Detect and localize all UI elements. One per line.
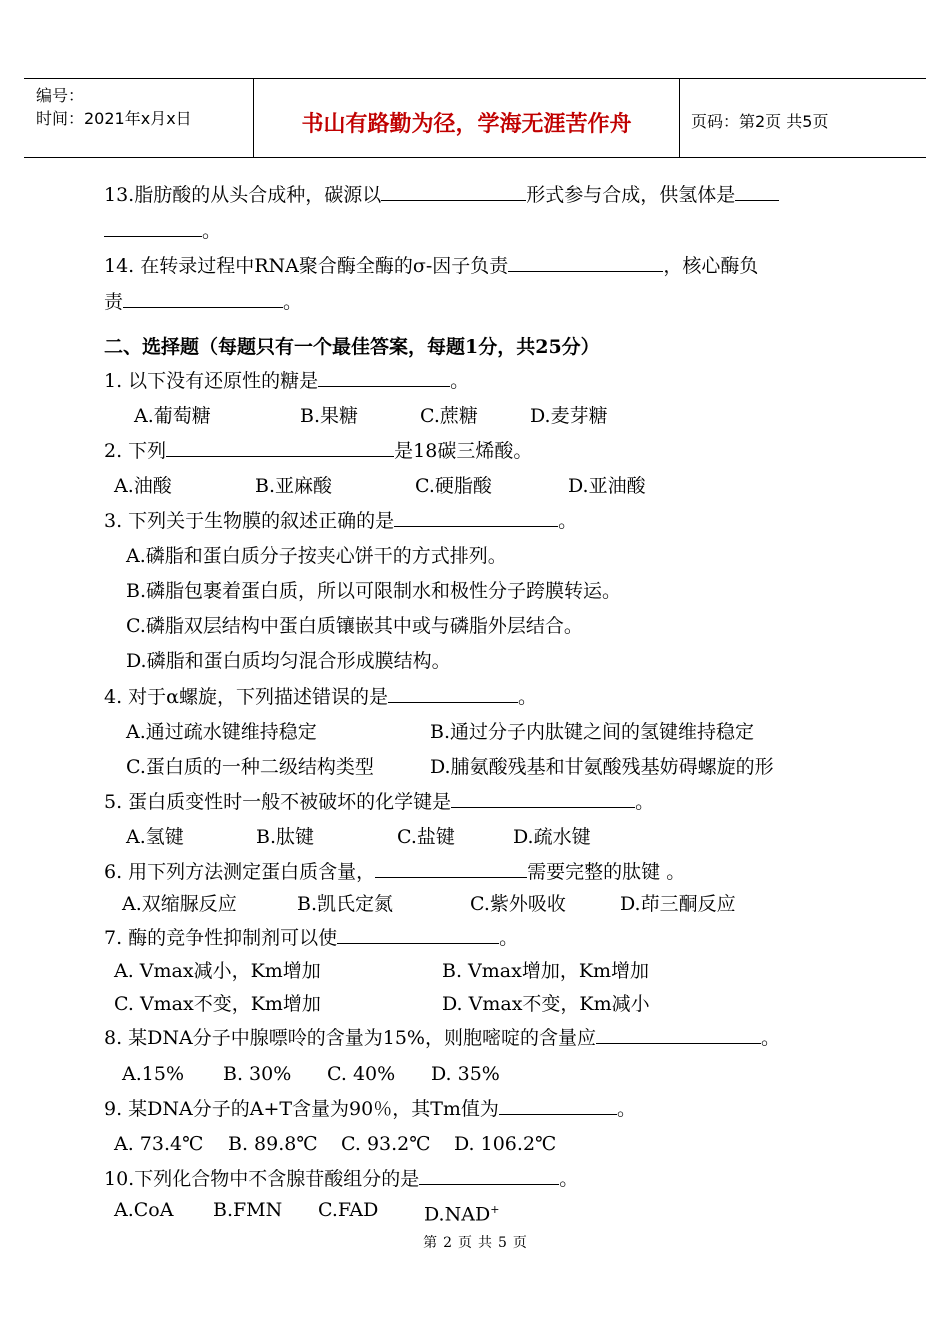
page-info: 页码：第2页 共5页 [691,112,829,131]
option: C.FAD [318,1199,379,1221]
header-motto-cell [253,79,680,157]
question-stem [104,368,469,394]
option: D. 35% [431,1063,500,1085]
option: D. 106.2℃ [454,1133,557,1155]
stem-end: 。 [635,791,655,813]
answer-blank [123,289,283,308]
footer-total-pages: 5 [498,1235,507,1251]
option: A.氢键 [126,826,184,848]
option: C.紫外吸收 [470,893,566,915]
option: D.麦芽糖 [530,405,608,427]
answer-blank [375,859,527,878]
stem-text: 5. 蛋白质变性时一般不被破坏的化学键是 [104,791,452,813]
option: C. 93.2℃ [341,1133,431,1155]
option: B. Vmax增加，Km增加 [442,960,650,982]
footer-text: 页 [458,1235,472,1251]
page-footer [0,1232,950,1252]
option: B. 89.8℃ [228,1133,318,1155]
answer-blank [381,182,526,201]
option: D.亚油酸 [568,475,646,497]
time-label: 时间：2021年x月x日 [36,109,192,128]
question-13-line2 [104,218,221,244]
option: A.磷脂和蛋白质分子按夹心饼干的方式排列。 [126,545,507,567]
option: A.葡萄糖 [134,405,211,427]
stem-text: 2. 下列 [104,440,167,462]
stem-end: 需要完整的肽键 。 [527,861,686,883]
footer-text: 第 [423,1235,438,1251]
q13-text-a: 13.脂肪酸的从头合成种，碳源以 [104,184,382,206]
option: B.FMN [213,1199,283,1221]
answer-blank [451,789,635,808]
answer-blank [508,253,663,272]
answer-blank [104,218,202,237]
option: B.凯氏定氮 [297,893,394,915]
section-title: 二、选择题（每题只有一个最佳答案，每题1分，共25分） [104,336,600,358]
stem-text: 7. 酶的竞争性抑制剂可以使 [104,927,338,949]
stem-text: 3. 下列关于生物膜的叙述正确的是 [104,510,395,532]
question-stem [104,684,537,710]
question-13-line1 [104,182,779,208]
option: B.通过分子内肽键之间的氢键维持稳定 [430,721,755,743]
option: C.蛋白质的一种二级结构类型 [126,756,374,778]
question-stem [104,438,532,464]
option: C.盐键 [397,826,455,848]
stem-text: 10.下列化合物中不含腺苷酸组分的是 [104,1168,420,1190]
option: B.肽键 [256,826,315,848]
number-label: 编号： [36,86,85,105]
stem-end: 。 [518,686,538,708]
option: C. 40% [327,1063,396,1085]
answer-blank [388,684,518,703]
stem-text: 4. 对于α螺旋，下列描述错误的是 [104,686,388,708]
stem-text: 8. 某DNA分子中腺嘌呤的含量为15%，则胞嘧啶的含量应 [104,1027,596,1049]
question-stem [104,1166,578,1192]
option: C.蔗糖 [420,405,478,427]
question-stem [104,1025,780,1051]
stem-text: 9. 某DNA分子的A+T含量为90％，其Tm值为 [104,1098,499,1120]
question-stem [104,859,685,885]
stem-text: 1. 以下没有还原性的糖是 [104,370,319,392]
option: D.脯氨酸残基和甘氨酸残基妨碍螺旋的形 [430,756,774,778]
option: A. 73.4℃ [114,1133,204,1155]
footer-text: 共 [478,1235,492,1251]
option: A.15% [122,1063,184,1085]
option: B.果糖 [300,405,359,427]
answer-blank [394,508,558,527]
q13-text-c: 。 [202,220,222,242]
option: B. 30% [223,1063,292,1085]
question-14-line1 [104,253,758,279]
stem-end: 是18碳三烯酸。 [394,440,533,462]
stem-end: 。 [450,370,470,392]
option: A.CoA [114,1199,174,1221]
question-stem [104,1096,636,1122]
option [424,1197,499,1227]
question-stem [104,789,654,815]
q13-text-b: 形式参与合成，供氢体是 [526,184,736,206]
stem-text: 6. 用下列方法测定蛋白质含量， [104,861,376,883]
motto: 书山有路勤为径，学海无涯苦作舟 [301,112,632,137]
stem-end: 。 [558,510,578,532]
answer-blank [499,1096,617,1115]
option: B.磷脂包裹着蛋白质，所以可限制水和极性分子跨膜转运。 [126,580,622,602]
q14-text-b: ，核心酶负 [663,255,759,277]
option: A.通过疏水键维持稳定 [126,721,317,743]
answer-blank [318,368,450,387]
option: C.硬脂酸 [415,475,492,497]
option: D.磷脂和蛋白质均匀混合形成膜结构。 [126,650,451,672]
superscript-plus: + [490,1203,500,1216]
answer-blank [596,1025,761,1044]
answer-blank [337,925,499,944]
option-text: D.NAD [424,1203,491,1226]
q14-text-c: 责 [104,291,124,313]
answer-blank [419,1166,559,1185]
stem-end: 。 [760,1027,780,1049]
option: A. Vmax减小，Km增加 [114,960,321,982]
option: B.亚麻酸 [255,475,333,497]
option: D.茚三酮反应 [620,893,736,915]
stem-end: 。 [616,1098,636,1120]
footer-page-number: 2 [443,1235,452,1251]
q14-text-a: 14. 在转录过程中RNA聚合酶全酶的σ-因子负责 [104,255,509,277]
option: C. Vmax不变，Km增加 [114,993,321,1015]
option: C.磷脂双层结构中蛋白质镶嵌其中或与磷脂外层结合。 [126,615,583,637]
option: D. Vmax不变，Km减小 [442,993,650,1015]
page-header [24,78,926,158]
answer-blank [166,438,394,457]
question-14-line2 [104,289,302,315]
header-meta [24,79,253,157]
header-page-cell [679,79,926,157]
question-stem [104,925,518,951]
option: D.疏水键 [513,826,591,848]
stem-end: 。 [559,1168,579,1190]
footer-text: 页 [512,1235,527,1251]
q14-text-d: 。 [283,291,303,313]
option: A.油酸 [114,475,172,497]
question-stem [104,508,577,534]
option: A.双缩脲反应 [122,893,237,915]
answer-blank [735,182,779,201]
stem-end: 。 [499,927,519,949]
